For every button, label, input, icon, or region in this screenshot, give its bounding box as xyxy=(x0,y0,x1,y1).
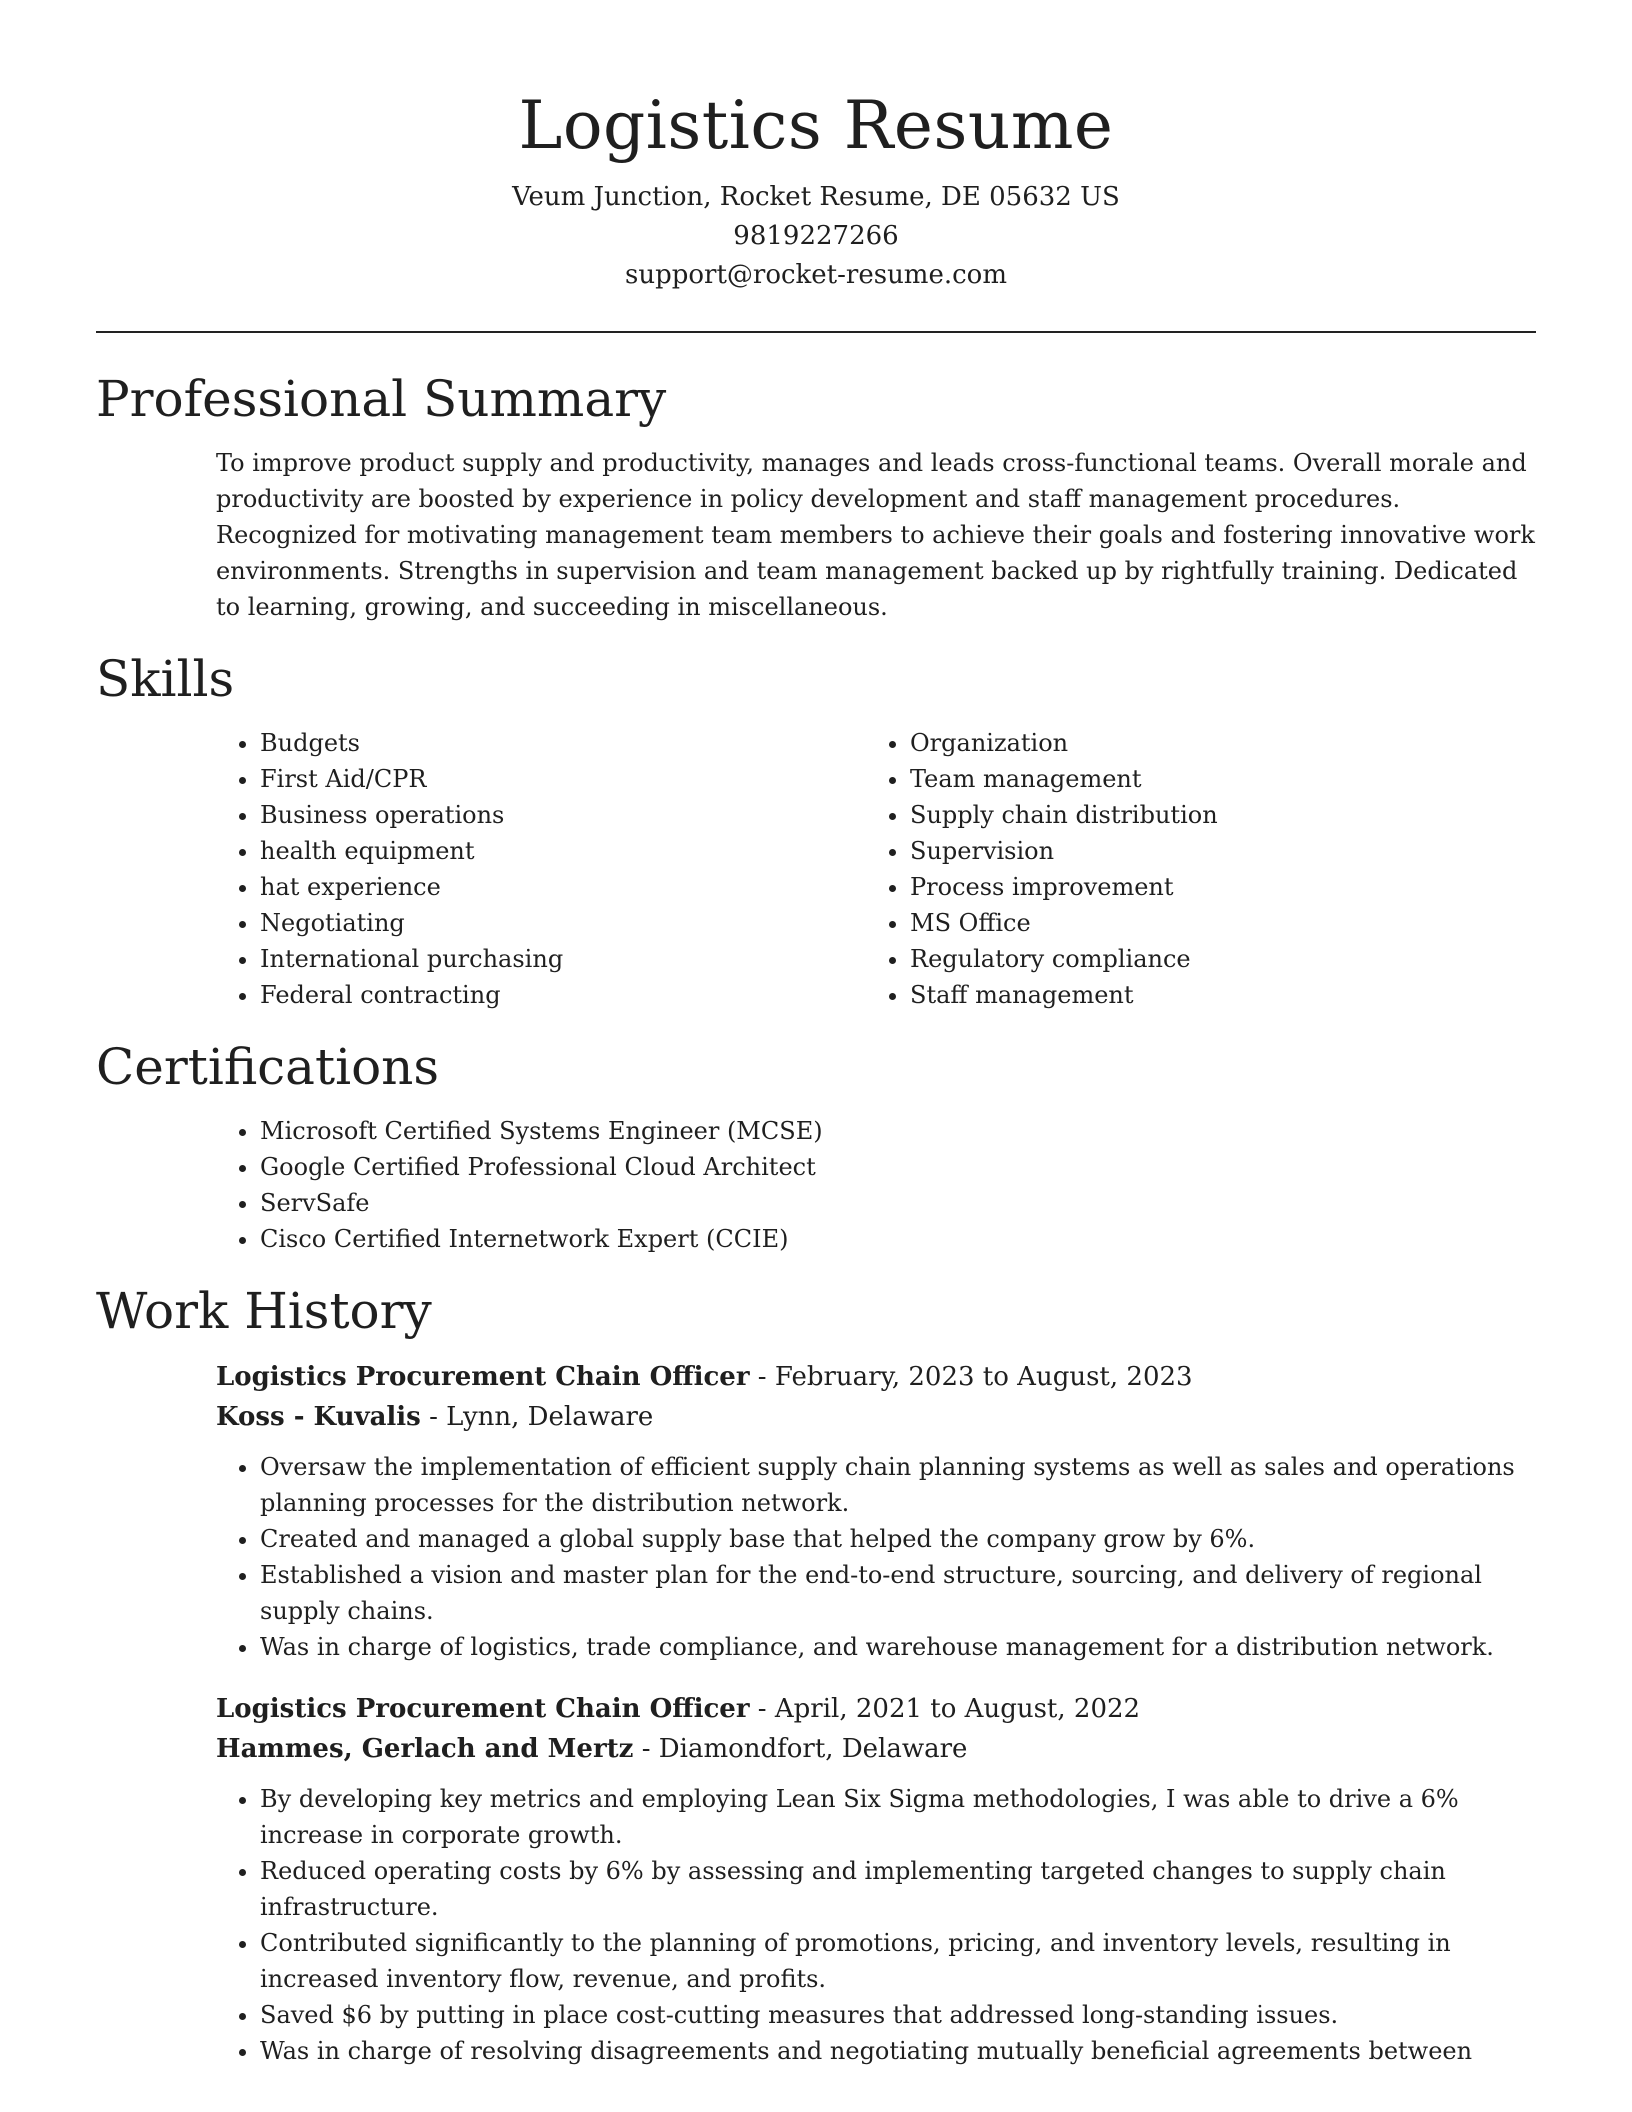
job-bullet: • Established a vision and master plan for the end-to-end structure, sourcing, and delivery of regional supply chains. xyxy=(260,1557,1536,1629)
job-bullet: • Reduced operating costs by 6% by assessing and implementing targeted changes to supply chain infrastructure. xyxy=(260,1853,1536,1925)
summary-heading: Professional Summary xyxy=(96,370,667,428)
skills-columns xyxy=(216,725,1536,1013)
skill-item: • Team management xyxy=(910,761,1516,797)
skill-item: • Business operations xyxy=(260,797,866,833)
skill-item: • MS Office xyxy=(910,905,1516,941)
resume-title: Logistics Resume xyxy=(518,87,1114,164)
skill-item: • Staff management xyxy=(910,977,1516,1013)
job-bullet: • By developing key metrics and employing Lean Six Sigma methodologies, I was able to drive a 6% increase in corporate growth. xyxy=(260,1781,1536,1853)
skill-item: • International purchasing xyxy=(260,941,866,977)
certification-item: • Google Certified Professional Cloud Architect xyxy=(260,1149,1536,1185)
job-bullet: • Oversaw the implementation of efficient supply chain planning systems as well as sales and operations planning processes for the distribution network. xyxy=(260,1449,1536,1521)
skill-item: • health equipment xyxy=(260,833,866,869)
certifications-list xyxy=(216,1113,1536,1257)
separator: - xyxy=(749,1362,775,1392)
skill-item: • Regulatory compliance xyxy=(910,941,1516,977)
separator: - xyxy=(633,1734,659,1764)
job-bullet: • Created and managed a global supply base that helped the company grow by 6%. xyxy=(260,1521,1536,1557)
skill-item: • Negotiating xyxy=(260,905,866,941)
job-company: Koss - Kuvalis xyxy=(216,1402,421,1432)
job-company-line xyxy=(216,1397,1536,1437)
skill-item: • Supply chain distribution xyxy=(910,797,1516,833)
contact-email: support@rocket-resume.com xyxy=(624,260,1007,290)
contact-info xyxy=(96,178,1536,295)
job-dates: April, 2021 to August, 2022 xyxy=(774,1694,1141,1724)
certification-item: • ServSafe xyxy=(260,1185,1536,1221)
contact-phone: 9819227266 xyxy=(733,221,899,251)
job-bullet: • Was in charge of resolving disagreements and negotiating mutually beneficial agreements between xyxy=(260,2033,1536,2069)
skills-heading: Skills xyxy=(96,650,235,708)
skills-column-left xyxy=(216,725,866,1013)
certification-item: • Microsoft Certified Systems Engineer (MCSE) xyxy=(260,1113,1536,1149)
job-bullet: • Saved $6 by putting in place cost-cutting measures that addressed long-standing issues. xyxy=(260,1997,1536,2033)
summary-section xyxy=(96,369,1536,625)
certification-item: • Cisco Certified Internetwork Expert (CCIE) xyxy=(260,1221,1536,1257)
certifications-section xyxy=(96,1037,1536,1257)
job-title: Logistics Procurement Chain Officer xyxy=(216,1362,750,1392)
skill-item: • hat experience xyxy=(260,869,866,905)
job-entry xyxy=(216,1689,1536,2069)
job-bullets xyxy=(216,1449,1536,1665)
job-bullet: • Contributed significantly to the planning of promotions, pricing, and inventory levels, resulting in increased inventory flow, revenue, and profits. xyxy=(260,1925,1536,1997)
job-bullets xyxy=(216,1781,1536,2069)
job-company-line xyxy=(216,1729,1536,1769)
skill-item: • Organization xyxy=(910,725,1516,761)
job-location: Lynn, Delaware xyxy=(446,1402,654,1432)
skills-section xyxy=(96,649,1536,1013)
job-title-line xyxy=(216,1689,1536,1729)
job-location: Diamondfort, Delaware xyxy=(658,1734,968,1764)
certifications-heading: Certifications xyxy=(96,1038,440,1096)
skill-item: • First Aid/CPR xyxy=(260,761,866,797)
job-title: Logistics Procurement Chain Officer xyxy=(216,1694,750,1724)
summary-text: To improve product supply and productivity, manages and leads cross-functional teams. Overall morale and productivity are boosted by experience in policy development and staff management procedures. Recognized for motivating management team members to achieve their goals and fostering innovative work environments. Strengths in supervision and team management backed up by rightfully training. Dedicated to learning, growing, and succeeding in miscellaneous. xyxy=(216,449,1535,621)
job-company: Hammes, Gerlach and Mertz xyxy=(216,1734,634,1764)
job-title-line xyxy=(216,1357,1536,1397)
resume-page xyxy=(96,0,1536,2069)
resume-header xyxy=(96,0,1536,295)
skill-item: • Budgets xyxy=(260,725,866,761)
job-bullet: • Was in charge of logistics, trade compliance, and warehouse management for a distribution network. xyxy=(260,1629,1536,1665)
contact-address: Veum Junction, Rocket Resume, DE 05632 US xyxy=(512,182,1120,212)
job-dates: February, 2023 to August, 2023 xyxy=(774,1362,1193,1392)
work-history-heading: Work History xyxy=(96,1282,432,1340)
job-entry xyxy=(216,1357,1536,1665)
work-history-section xyxy=(96,1281,1536,2069)
separator: - xyxy=(749,1694,775,1724)
separator: - xyxy=(420,1402,447,1432)
skill-item: • Supervision xyxy=(910,833,1516,869)
skill-item: • Process improvement xyxy=(910,869,1516,905)
header-divider xyxy=(96,331,1536,333)
skill-item: • Federal contracting xyxy=(260,977,866,1013)
skills-column-right xyxy=(866,725,1516,1013)
